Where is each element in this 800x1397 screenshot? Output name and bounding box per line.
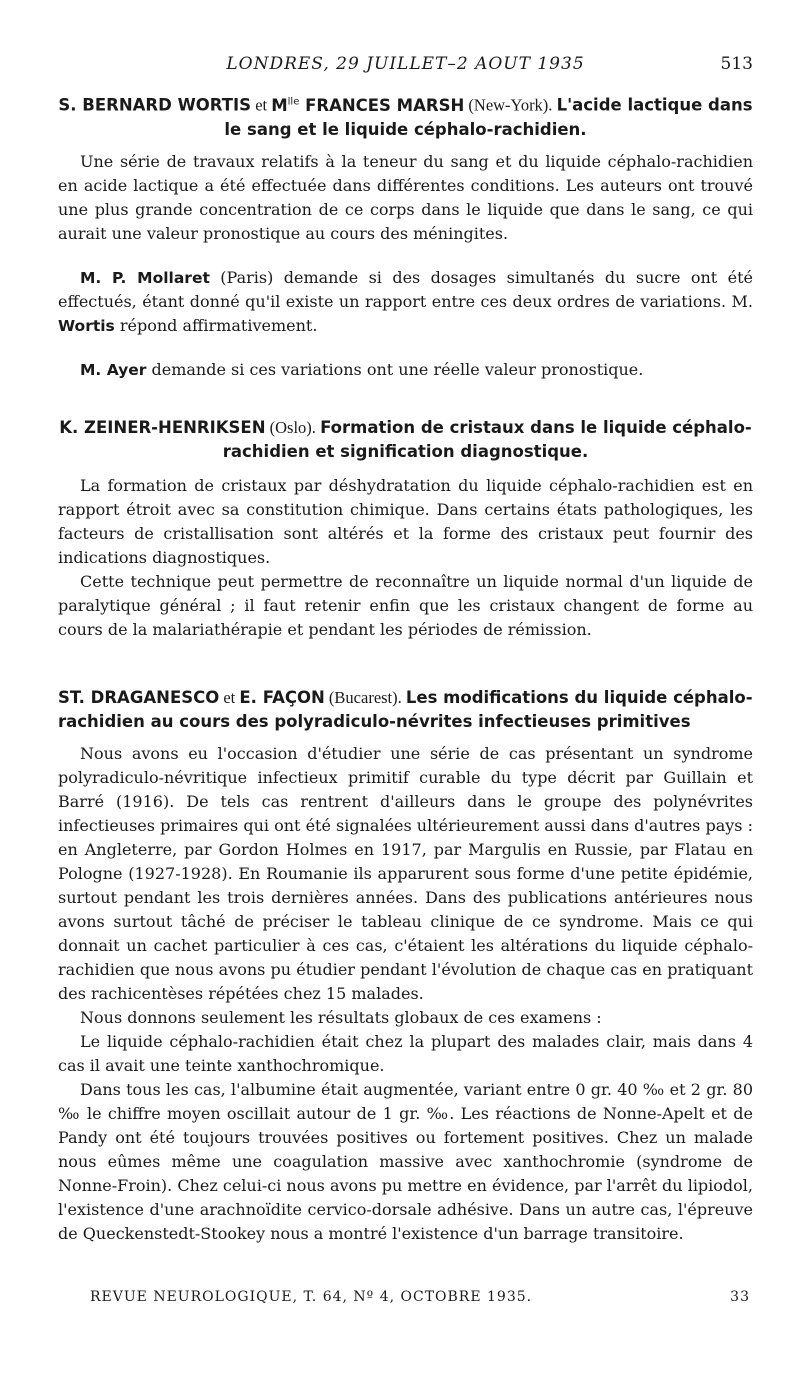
signature-mark: 33 [730, 1289, 750, 1305]
author-location: (New-York). [464, 95, 557, 115]
abstract-paragraph: Nous avons eu l'occasion d'étudier une série de cas présentant un syndrome polyradiculo-névritique infectieux primitif curable du type décrit par Guillain et Barré (1916). De tels cas rentrent d'ailleurs dans le groupe des polynévrites infectieuses primaires qui ont été signalées ultérieurement aussi dans d'autres pays : en Angleterre, par Gordon Holmes en 1917, par Margulis en Russie, par Flatau en Pologne (1927-1928). En Roumanie ils apparurent sous forme d'une petite épidémie, surtout pendant les trois dernières années. Dans des publications antérieures nous avons surtout tâché de préciser le tableau clinique de ce syndrome. Mais ce qui donnait un cachet particulier à ces cas, c'étaient les altérations du liquide céphalo-rachidien que nous avons pu étudier pendant l'évolution de chaque cas en pratiquant des rachicentèses répétées chez 15 malades. [58, 743, 753, 1003]
author-connector: et [219, 687, 240, 707]
discussion-text: répond affirmativement. [114, 315, 318, 335]
abstract-paragraph: Dans tous les cas, l'albumine était augmentée, variant entre 0 gr. 40 ‰ et 2 gr. 80 ‰ le chiffre moyen oscillait autour de 1 gr. ‰. Les réactions de Nonne-Apelt et de Pandy ont été toujours trouvées positives ou fortement positives. Chez un malade nous eûmes même une coagulation massive avec xanthochromie (syndrome de Nonne-Froin). Chez celui-ci nous avons pu mettre en évidence, par l'arrêt du lipiodol, l'existence d'une arachnoïdite cervico-dorsale adhésive. Dans un autre cas, l'épreuve de Queckenstedt-Stookey nous a montré l'existence d'un barrage transitoire. [58, 1079, 753, 1243]
discussion-paragraph [58, 358, 753, 382]
abstract-heading [58, 686, 753, 734]
author-name: $M^{lle}$ FRANCES MARSH [271, 95, 465, 115]
abstract-paragraph: Nous donnons seulement les résultats globaux de ces examens : [80, 1007, 602, 1027]
abstract-title: Les modifications du liquide céphalo-rachidien au cours des polyradiculo-névrites infectieuses primitives [58, 687, 753, 731]
abstract-heading [58, 90, 753, 142]
running-header [58, 54, 753, 84]
abstract-title: L'acide lactique dans le sang et le liquide céphalo-rachidien. [224, 95, 753, 139]
running-title: LONDRES, 29 JUILLET–2 AOUT 1935 [226, 54, 585, 74]
author-name: K. ZEINER-HENRIKSEN [59, 417, 266, 437]
author-name: S. BERNARD WORTIS [58, 95, 252, 115]
abstract-wortis-marsh [58, 90, 753, 382]
abstract-paragraph: La formation de cristaux par déshydratation du liquide céphalo-rachidien est en rapport étroit avec sa constitution chimique. Dans certains états pathologiques, les facteurs de cristallisation sont altérés et la forme des cristaux peut fournir des indications diagnostiques. [58, 475, 753, 567]
abstract-paragraph: Cette technique peut permettre de reconnaître un liquide normal d'un liquide de paralytique général ; il faut retenir enfin que les cristaux changent de forme au cours de la malariathérapie et pendant les périodes de rémission. [58, 571, 753, 639]
section-gap [58, 642, 753, 672]
author-connector: et [251, 95, 272, 115]
discussion-text: demande si ces variations ont une réelle valeur pronostique. [146, 359, 644, 379]
page-number: 513 [720, 54, 753, 74]
speaker-name: Wortis [58, 316, 115, 335]
abstract-paragraph: Le liquide céphalo-rachidien était chez la plupart des malades clair, mais dans 4 cas il avait une teinte xanthochromique. [58, 1031, 753, 1075]
author-name: E. FAÇON [239, 687, 325, 707]
author-location: (Oslo). [265, 417, 321, 437]
abstract-title: Formation de cristaux dans le liquide céphalo-rachidien et signification diagnostique. [222, 417, 752, 461]
author-location: (Bucarest). [324, 687, 406, 707]
speaker-prefix: M. [731, 291, 753, 311]
abstract-text: Une série de travaux relatifs à la teneur du sang et du liquide céphalo-rachidien en acide lactique a été effectuée dans différentes conditions. Les auteurs ont trouvé une plus grande concentration de ce corps dans le liquide que dans le sang, ce qui aurait une valeur pronostique au cours des méningites. [58, 151, 753, 243]
abstract-draganesco-facon [58, 686, 753, 1246]
section-gap [58, 382, 753, 402]
speaker-name: M. P. Mollaret [80, 268, 210, 287]
journal-citation: REVUE NEUROLOGIQUE, T. 64, Nº 4, OCTOBRE 1935. [90, 1289, 533, 1305]
abstract-zeiner-henriksen [58, 416, 753, 642]
author-name: ST. DRAGANESCO [58, 687, 220, 707]
discussion-text: (Paris) demande si des dosages simultanés du sucre ont été effectués, étant donné qu'il existe un rapport entre ces deux ordres de variations. [58, 267, 754, 311]
speaker-name: M. Ayer [80, 360, 147, 379]
page-footer [90, 1289, 750, 1305]
abstract-heading [58, 416, 753, 464]
discussion-paragraph [58, 266, 753, 338]
